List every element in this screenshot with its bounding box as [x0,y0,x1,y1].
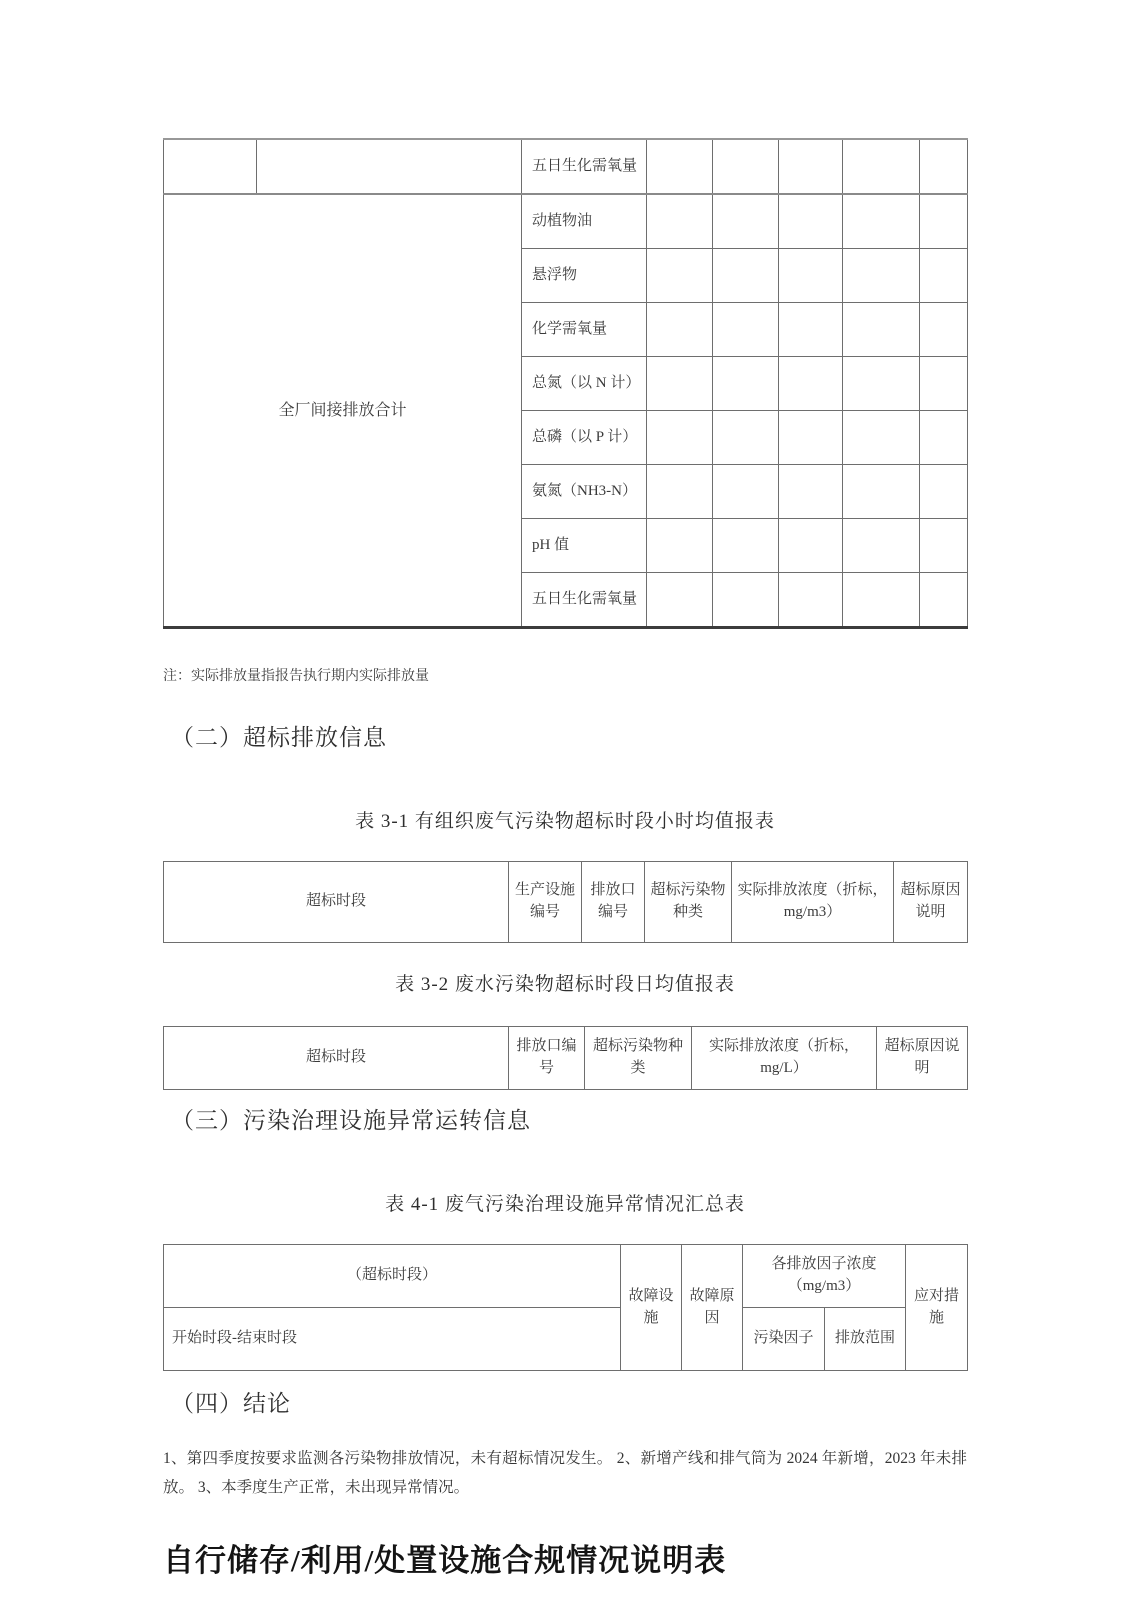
value-cell-empty [920,139,968,194]
table-4-1-abnormal-operation [163,1244,968,1371]
value-cell-empty [647,139,713,194]
value-cell-empty [779,194,843,249]
table-3-2-title: 表 3-2 废水污染物超标时段日均值报表 [395,974,735,995]
empty-cell [164,139,257,194]
emissions-summary-table [163,138,968,629]
pollutant-name-cell: 五日生化需氧量 [522,573,647,628]
table-3-2-water-exceedance [163,1026,968,1090]
header-cell-emission-range: 排放范围 [825,1308,906,1371]
bottom-section-title: 自行储存/利用/处置设施合规情况说明表 [163,1542,727,1578]
value-cell-empty [713,573,779,628]
value-cell-empty [779,139,843,194]
header-cell: 超标原因说明 [894,862,968,943]
section-heading-4: （四）结论 [171,1391,291,1416]
header-cell: 超标污染物种类 [645,862,732,943]
table-header-row [164,1245,968,1308]
header-cell-response: 应对措施 [906,1245,968,1371]
value-cell-empty [647,303,713,357]
pollutant-name-cell: 氨氮（NH3-N） [522,465,647,519]
value-cell-empty [713,519,779,573]
table-3-1-gas-exceedance [163,861,968,943]
value-cell-empty [647,357,713,411]
header-cell: 生产设施编号 [509,862,582,943]
value-cell-empty [647,573,713,628]
header-cell: 排放口编号 [582,862,645,943]
value-cell-empty [920,194,968,249]
pollutant-name-cell: 化学需氧量 [522,303,647,357]
value-cell-empty [920,573,968,628]
header-cell-concentration-group: 各排放因子浓度（mg/m3） [743,1245,906,1308]
value-cell-empty [713,411,779,465]
value-cell-empty [713,139,779,194]
value-cell-empty [647,194,713,249]
pollutant-name-cell: pH 值 [522,519,647,573]
value-cell-empty [647,411,713,465]
header-cell-pollutant-factor: 污染因子 [743,1308,825,1371]
value-cell-empty [779,303,843,357]
value-cell-empty [779,357,843,411]
value-cell-empty [647,465,713,519]
table-row [164,139,968,194]
table-header-row [164,1027,968,1090]
header-cell: 排放口编号 [509,1027,585,1090]
value-cell-empty [779,249,843,303]
value-cell-empty [843,357,920,411]
value-cell-empty [647,249,713,303]
section-heading-2: （二）超标排放信息 [171,725,387,750]
value-cell-empty [713,194,779,249]
header-cell-period-range: 开始时段-结束时段 [164,1308,621,1371]
value-cell-empty [779,465,843,519]
section-heading-3: （三）污染治理设施异常运转信息 [171,1108,531,1133]
value-cell-empty [843,465,920,519]
header-cell-period: （超标时段） [164,1245,621,1308]
value-cell-empty [843,573,920,628]
value-cell-empty [920,411,968,465]
value-cell-empty [713,249,779,303]
pollutant-name-cell: 总磷（以 P 计） [522,411,647,465]
header-cell-fault-facility: 故障设施 [621,1245,682,1371]
pollutant-name-cell: 动植物油 [522,194,647,249]
value-cell-empty [843,139,920,194]
value-cell-empty [920,465,968,519]
conclusion-text: 1、第四季度按要求监测各污染物排放情况，未有超标情况发生。 2、新增产线和排气筒为 2024 年新增，2023 年未排放。 3、本季度生产正常，未出现异常情况。 [163,1450,967,1497]
table-row [164,194,968,249]
group-label-cell: 全厂间接排放合计 [164,194,522,628]
value-cell-empty [843,194,920,249]
value-cell-empty [713,357,779,411]
value-cell-empty [920,249,968,303]
header-cell-fault-reason: 故障原因 [682,1245,743,1371]
value-cell-empty [779,519,843,573]
value-cell-empty [779,573,843,628]
header-cell: 实际排放浓度（折标，mg/L） [692,1027,877,1090]
table-3-1-title: 表 3-1 有组织废气污染物超标时段小时均值报表 [355,811,775,832]
value-cell-empty [920,519,968,573]
pollutant-name-cell: 五日生化需氧量 [522,139,647,194]
table-header-row [164,1308,968,1371]
header-cell: 超标时段 [164,1027,509,1090]
table-footnote: 注：实际排放量指报告执行期内实际排放量 [163,669,429,684]
table-header-row [164,862,968,943]
value-cell-empty [779,411,843,465]
value-cell-empty [843,303,920,357]
empty-cell [257,139,522,194]
pollutant-name-cell: 总氮（以 N 计） [522,357,647,411]
header-cell: 超标时段 [164,862,509,943]
value-cell-empty [713,303,779,357]
pollutant-name-cell: 悬浮物 [522,249,647,303]
value-cell-empty [843,249,920,303]
value-cell-empty [920,303,968,357]
value-cell-empty [647,519,713,573]
table-4-1-title: 表 4-1 废气污染治理设施异常情况汇总表 [385,1194,745,1215]
header-cell: 超标原因说明 [877,1027,968,1090]
value-cell-empty [843,519,920,573]
header-cell: 超标污染物种类 [585,1027,692,1090]
value-cell-empty [920,357,968,411]
value-cell-empty [843,411,920,465]
header-cell: 实际排放浓度（折标，mg/m3） [732,862,894,943]
page-content [163,138,967,1580]
value-cell-empty [713,465,779,519]
